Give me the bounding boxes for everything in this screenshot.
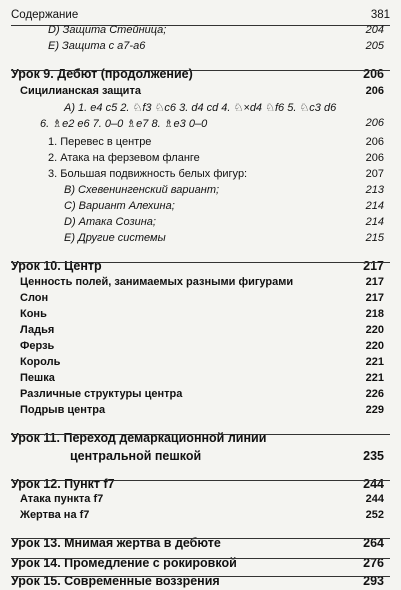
toc-entry-text: Жертва на f7 — [20, 509, 90, 521]
header-title: Содержание — [11, 9, 79, 21]
toc-entry-text: Различные структуры центра — [20, 388, 183, 400]
toc-entry — [0, 168, 384, 184]
section-divider — [11, 262, 390, 263]
toc-entry-page: 207 — [365, 168, 384, 180]
toc-entry-text: Урок 15. Современные воззрения — [11, 574, 220, 588]
toc-entry-text: Ценность полей, занимаемых разными фигурами — [20, 276, 294, 288]
toc-entry — [0, 40, 384, 56]
toc-entry-text: E) Другие системы — [64, 232, 166, 244]
toc-entry-page: 226 — [365, 388, 384, 400]
toc-entry — [0, 356, 384, 372]
toc-entry-text: D) Атака Созина; — [64, 216, 156, 228]
header-page-number: 381 — [370, 9, 390, 21]
toc-entry-page: 244 — [363, 477, 384, 491]
toc-entry — [0, 493, 384, 509]
toc-lesson-entry — [0, 449, 384, 465]
toc-entry-text: D) Защита Стейница; — [48, 24, 167, 36]
toc-entry-text: C) Вариант Алехина; — [64, 200, 175, 212]
toc-entry-text: Урок 14. Промедление с рокировкой — [11, 556, 237, 570]
toc-entry-text: 3. Большая подвижность белых фигур: — [48, 168, 248, 180]
toc-entry-text: центральной пешкой — [70, 449, 202, 463]
toc-entry-text: Король — [20, 356, 61, 368]
toc-entry — [0, 276, 384, 292]
toc-entry — [0, 200, 384, 216]
toc-entry-page: 293 — [363, 574, 384, 588]
toc-entry-text: Урок 13. Мнимая жертва в дебюте — [11, 536, 221, 550]
toc-entry — [0, 101, 384, 117]
toc-entry-page: 215 — [365, 232, 384, 244]
toc-entry-page: 220 — [365, 340, 384, 352]
toc-entry-page: 217 — [363, 259, 384, 273]
toc-entry-page: 214 — [365, 216, 384, 228]
section-divider — [11, 576, 390, 577]
section-divider — [11, 558, 390, 559]
toc-entry — [0, 117, 384, 133]
toc-entry-page: 221 — [365, 356, 384, 368]
toc-entry-page: 206 — [365, 136, 384, 148]
toc-entry-text: Подрыв центра — [20, 404, 106, 416]
toc-entry-text: Пешка — [20, 372, 55, 384]
toc-entry-text: Ферзь — [20, 340, 55, 352]
toc-entry-text: Урок 11. Переход демаркационной линии — [11, 431, 267, 445]
toc-entry — [0, 324, 384, 340]
toc-entry — [0, 216, 384, 232]
section-divider — [11, 480, 390, 481]
toc-entry-text: B) Схевенингенский вариант; — [64, 184, 220, 196]
toc-entry-page: 264 — [363, 536, 384, 550]
toc-entry-page: 252 — [365, 509, 384, 521]
toc-entry-page: 235 — [363, 449, 384, 463]
toc-entry-text: Сицилианская защита — [20, 85, 141, 97]
toc-entry — [0, 388, 384, 404]
toc-entry — [0, 152, 384, 168]
toc-entry-page: 205 — [365, 40, 384, 52]
toc-entry-page: 206 — [363, 67, 384, 81]
toc-entry — [0, 308, 384, 324]
toc-entry-page: 206 — [365, 117, 384, 129]
toc-entry-page: 213 — [365, 184, 384, 196]
toc-entry — [0, 85, 384, 101]
toc-entry-page: 204 — [365, 24, 384, 36]
toc-entry — [0, 136, 384, 152]
running-header — [11, 5, 390, 26]
section-divider — [11, 70, 390, 71]
toc-entry-page: 217 — [365, 276, 384, 288]
toc-entry-text: Конь — [20, 308, 47, 320]
toc-entry-page: 206 — [365, 152, 384, 164]
toc-entry-page: 229 — [365, 404, 384, 416]
toc-entry-page: 218 — [365, 308, 384, 320]
toc-entry — [0, 404, 384, 420]
toc-entry-page: 244 — [365, 493, 384, 505]
toc-entry-page: 220 — [365, 324, 384, 336]
toc-entry — [0, 509, 384, 525]
toc-entry — [0, 372, 384, 388]
toc-entry-text: Атака пункта f7 — [20, 493, 104, 505]
toc-entry-text: 2. Атака на ферзевом фланге — [48, 152, 200, 164]
toc-entry-text: A) 1. e4 c5 2. ♘f3 ♘c6 3. d4 cd 4. ♘×d4 ♘f6 5. ♘c3 d6 — [64, 102, 337, 114]
toc-entry-text: Урок 12. Пункт f7 — [11, 477, 115, 491]
section-divider — [11, 538, 390, 539]
toc-entry-text: Урок 9. Дебют (продолжение) — [11, 67, 193, 81]
toc-entry-text: Урок 10. Центр — [11, 259, 102, 273]
toc-entry — [0, 292, 384, 308]
toc-entry — [0, 340, 384, 356]
toc-entry-page: 214 — [365, 200, 384, 212]
toc-entry-page: 276 — [363, 556, 384, 570]
toc-entry-page: 221 — [365, 372, 384, 384]
toc-entry-text: Ладья — [20, 324, 55, 336]
toc-entry-text: Слон — [20, 292, 49, 304]
toc-entry — [0, 24, 384, 40]
toc-entry-text: E) Защита с а7-а6 — [48, 40, 146, 52]
toc-entry-text: 1. Перевес в центре — [48, 136, 152, 148]
toc-entry — [0, 232, 384, 248]
toc-entry-page: 206 — [365, 85, 384, 97]
toc-entry-text: 6. ♗e2 e6 7. 0–0 ♗e7 8. ♗e3 0–0 — [40, 118, 208, 130]
toc-entry-page: 217 — [365, 292, 384, 304]
toc-entry — [0, 184, 384, 200]
section-divider — [11, 434, 390, 435]
